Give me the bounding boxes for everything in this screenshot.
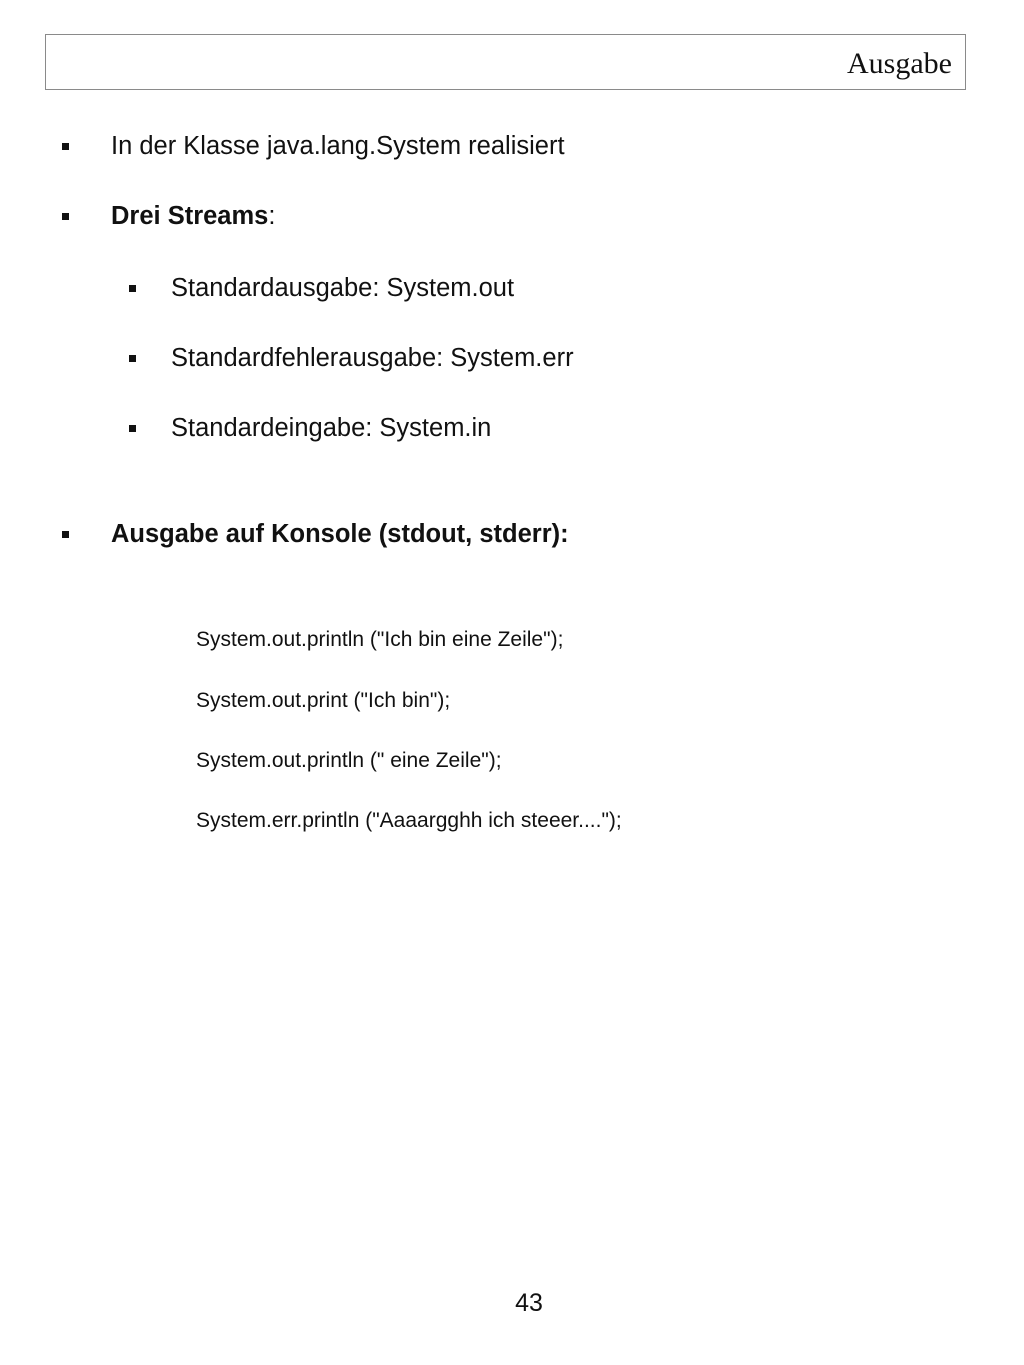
square-bullet-icon bbox=[62, 531, 69, 538]
bullet-text: In der Klasse java.lang.System realisiert bbox=[111, 132, 565, 160]
slide-header bbox=[45, 34, 966, 90]
sub-bullet-text: Standardausgabe: System.out bbox=[171, 274, 515, 302]
code-line: System.err.println ("Aaaargghh ich steeer...."); bbox=[196, 809, 622, 832]
sub-bullet-text: Standardeingabe: System.in bbox=[171, 414, 492, 442]
square-bullet-icon bbox=[62, 143, 69, 150]
bullet-text bbox=[111, 196, 275, 236]
code-line: System.out.print ("Ich bin"); bbox=[196, 689, 451, 712]
page-number: 43 bbox=[515, 1289, 543, 1317]
sub-bullet-text: Standardfehlerausgabe: System.err bbox=[171, 344, 574, 372]
bullet-text-bold: Drei Streams bbox=[111, 202, 269, 230]
slide-title: Ausgabe bbox=[847, 47, 952, 80]
square-bullet-icon bbox=[129, 285, 136, 292]
bullet-text: Ausgabe auf Konsole (stdout, stderr): bbox=[111, 520, 569, 548]
bullet-text-suffix: : bbox=[268, 202, 276, 230]
code-line: System.out.println ("Ich bin eine Zeile"); bbox=[196, 628, 564, 651]
square-bullet-icon bbox=[62, 213, 69, 220]
code-line: System.out.println (" eine Zeile"); bbox=[196, 749, 502, 772]
square-bullet-icon bbox=[129, 425, 136, 432]
square-bullet-icon bbox=[129, 355, 136, 362]
